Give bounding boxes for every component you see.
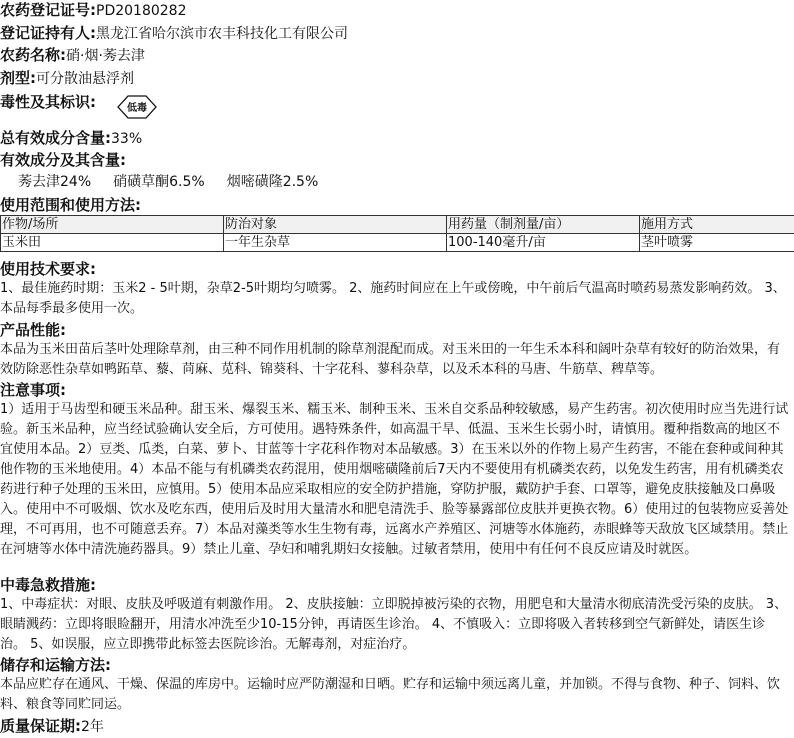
formulation-value: 可分散油悬浮剂 <box>36 71 134 87</box>
usage-header-crop: 作物/场所 <box>1 216 224 234</box>
usage-header-target: 防治对象 <box>224 216 447 234</box>
total-content-value: 33% <box>111 131 143 147</box>
shelf-life-value: 2年 <box>81 719 104 735</box>
usage-cell-dosage: 100-140毫升/亩 <box>447 234 640 252</box>
formulation-label: 剂型: <box>0 69 36 87</box>
toxicity-line <box>0 92 96 113</box>
registration-holder-label: 登记证持有人: <box>0 24 96 42</box>
tech-requirements-heading: 使用技术要求: <box>0 260 96 278</box>
performance-text: 本品为玉米田苗后茎叶处理除草剂，由三种不同作用机制的除草剂混配而成。对玉米田的一年生禾本科和阔叶杂草有较好的防治效果，有效防除恶性杂草如鸭跖草、藜、苘麻、苋科、锦葵科、十字花科、蓼科杂草，以及禾本科的马唐、牛筋草、稗草等。 <box>0 342 781 377</box>
performance-heading: 产品性能: <box>0 321 66 339</box>
storage-heading: 储存和运输方法: <box>0 656 111 674</box>
registration-holder-value: 黑龙江省哈尔滨市农丰科技化工有限公司 <box>96 26 348 42</box>
storage-text: 本品应贮存在通风、干燥、保温的库房中。运输时应严防潮湿和日晒。贮存和运输中须远离儿童，并加锁。不得与食物、种子、饲料、饮料、粮食等同贮同运。 <box>0 677 781 712</box>
ingredients-heading: 有效成分及其含量: <box>0 151 126 169</box>
toxicity-badge-text: 低毒 <box>127 103 147 114</box>
formulation-line <box>0 68 134 89</box>
shelf-life-line <box>0 716 104 737</box>
usage-cell-target: 一年生杂草 <box>224 234 447 252</box>
precautions-text: 1）适用于马齿型和硬玉米品种。甜玉米、爆裂玉米、糯玉米、制种玉米、玉米自交系品种较敏感，易产生药害。初次使用时应当先进行试验。新玉米品种，应当经试验确认安全后，方可使用。遇特殊条件，如高温干旱、低温、玉米生长弱小时，请慎用。覆种指数高的地区不宜使用本品。2）豆类、瓜类，白菜、萝卜、甘蓝等十字花科作物对本品敏感。3）在玉米以外的作物上易产生药害，不能在套种或间种其他作物的玉米地使用。4）本品不能与有机磷类农药混用，使用烟嘧磺隆前后7天内不要使用有机磷类农药，以免发生药害，用有机磷类农药进行种子处理的玉米田，应慎用。5）使用本品应采取相应的安全防护措施，穿防护服，戴防护手套、口罩等，避免皮肤接触及口鼻吸入。使用中不可吸烟、饮水及吃东西，使用后及时用大量清水和肥皂清洗手、脸等暴露部位皮肤并更换衣物。6）使用过的包装物应妥善处理，不可再用，也不可随意丢弃。7）本品对藻类等水生生物有毒，远离水产养殖区、河塘等水体施药，赤眼蜂等天敌放飞区域禁用。禁止在河塘等水体中清洗施药器具。9）禁止儿童、孕妇和哺乳期妇女接触。过敏者禁用，使用中有任何不良反应请及时就医。 <box>0 402 789 557</box>
usage-cell-crop: 玉米田 <box>1 234 224 252</box>
registration-number-value: PD20180282 <box>96 3 187 19</box>
shelf-life-label: 质量保证期: <box>0 717 81 735</box>
total-content-line <box>0 128 142 149</box>
registration-number-label: 农药登记证号: <box>0 1 96 19</box>
first-aid-heading: 中毒急救措施: <box>0 576 96 594</box>
tech-requirements-text: 1、最佳施药时期：玉米2 - 5叶期，杂草2-5叶期均匀喷雾。 2、施药时间应在上午或傍晚，中午前后气温高时喷药易蒸发影响药效。 3、本品每季最多使用一次。 <box>0 281 786 316</box>
usage-table-header-row <box>1 216 794 234</box>
usage-cell-method: 茎叶喷雾 <box>640 234 794 252</box>
table-row <box>1 234 794 252</box>
ingredient-item: 烟嘧磺隆2.5% <box>226 174 319 190</box>
pesticide-name-line <box>0 45 145 66</box>
pesticide-name-label: 农药名称: <box>0 46 66 64</box>
registration-number-line <box>0 0 186 21</box>
pesticide-name-value: 硝·烟·莠去津 <box>66 48 145 64</box>
ingredients-list <box>18 172 340 192</box>
usage-heading: 使用范围和使用方法: <box>0 196 141 214</box>
ingredient-item: 莠去津24% <box>18 174 92 190</box>
first-aid-text: 1、中毒症状：对眼、皮肤及呼吸道有刺激作用。 2、皮肤接触：立即脱掉被污染的衣物，用肥皂和大量清水彻底清洗受污染的皮肤。 3、眼睛溅药：立即将眼睑翻开，用清水冲洗至少10-15分钟，再请医生诊治。 4、不慎吸入：立即将吸入者转移到空气新鲜处，请医生诊治。 5、如误服，应立即携带此标签去医院诊治。无解毒剂，对症治疗。 <box>0 597 788 652</box>
ingredient-item: 硝磺草酮6.5% <box>113 174 205 190</box>
low-toxicity-diamond-icon <box>116 94 158 120</box>
registration-holder-line <box>0 23 348 44</box>
total-content-label: 总有效成分含量: <box>0 129 111 147</box>
usage-header-dosage: 用药量（制剂量/亩） <box>447 216 640 234</box>
precautions-heading: 注意事项: <box>0 381 66 399</box>
toxicity-label: 毒性及其标识: <box>0 93 96 111</box>
usage-table <box>0 215 794 252</box>
usage-header-method: 施用方式 <box>640 216 794 234</box>
